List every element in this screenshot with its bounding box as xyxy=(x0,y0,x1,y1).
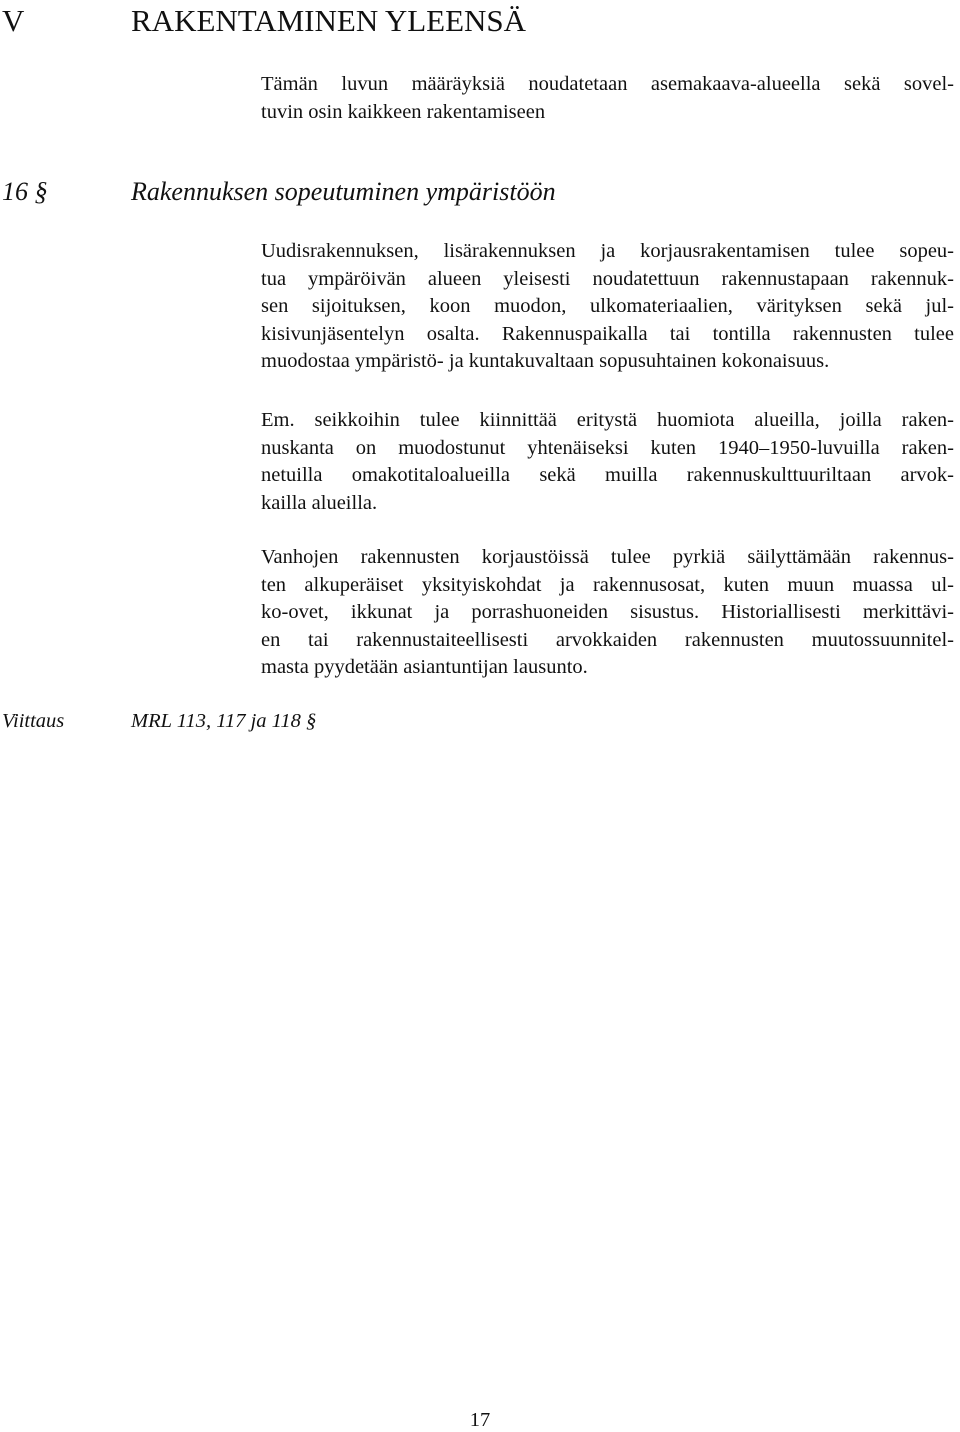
reference-value: MRL 113, 117 ja 118 § xyxy=(131,710,317,732)
paragraph-line: Em. seikkoihin tulee kiinnittää eritystä huomiota alueilla, joilla raken- xyxy=(261,409,954,431)
intro-line: tuvin osin kaikkeen rakentamiseen xyxy=(261,100,546,123)
section-paragraph-2 xyxy=(261,407,954,517)
chapter-title: RAKENTAMINEN YLEENSÄ xyxy=(131,3,527,38)
paragraph-line: sen sijoituksen, koon muodon, ulkomateriaalien, värityksen sekä jul- xyxy=(261,295,954,317)
paragraph-line: ko-ovet, ikkunat ja porrashuoneiden sisustus. Historiallisesti merkittävi- xyxy=(261,601,954,623)
page-number: 17 xyxy=(469,1409,491,1431)
paragraph-line: Vanhojen rakennusten korjaustöissä tulee pyrkiä säilyttämään rakennus- xyxy=(261,546,954,568)
section-title: Rakennuksen sopeutuminen ympäristöön xyxy=(131,177,556,206)
intro-line: Tämän luvun määräyksiä noudatetaan asemakaava-alueella sekä sovel- xyxy=(261,73,954,95)
section-paragraph-3 xyxy=(261,544,954,682)
section-number: 16 § xyxy=(2,177,48,206)
chapter-number: V xyxy=(2,3,25,38)
reference-label: Viittaus xyxy=(2,710,65,732)
chapter-intro xyxy=(261,71,954,126)
paragraph-line: masta pyydetään asiantuntijan lausunto. xyxy=(261,656,588,678)
paragraph-line: tua ympäröivän alueen yleisesti noudatettuun rakennustapaan rakennuk- xyxy=(261,267,954,290)
paragraph-line: kailla alueilla. xyxy=(261,491,378,514)
paragraph-line: ten alkuperäiset yksityiskohdat ja rakennusosat, kuten muun muassa ul- xyxy=(261,573,954,596)
paragraph-line: nuskanta on muodostunut yhtenäiseksi kuten 1940–1950-luvuilla raken- xyxy=(261,436,954,459)
section-paragraph-1 xyxy=(261,238,954,376)
paragraph-line: en tai rakennustaiteellisesti arvokkaiden rakennusten muutossuunnitel- xyxy=(261,628,954,651)
paragraph-line: kisivunjäsentelyn osalta. Rakennuspaikalla tai tontilla rakennusten tulee xyxy=(261,322,954,345)
paragraph-line: netuilla omakotitaloalueilla sekä muilla rakennuskulttuuriltaan arvok- xyxy=(261,464,954,486)
paragraph-line: muodostaa ympäristö- ja kuntakuvaltaan sopusuhtainen kokonaisuus. xyxy=(261,350,830,372)
paragraph-line: Uudisrakennuksen, lisärakennuksen ja korjausrakentamisen tulee sopeu- xyxy=(261,240,954,262)
